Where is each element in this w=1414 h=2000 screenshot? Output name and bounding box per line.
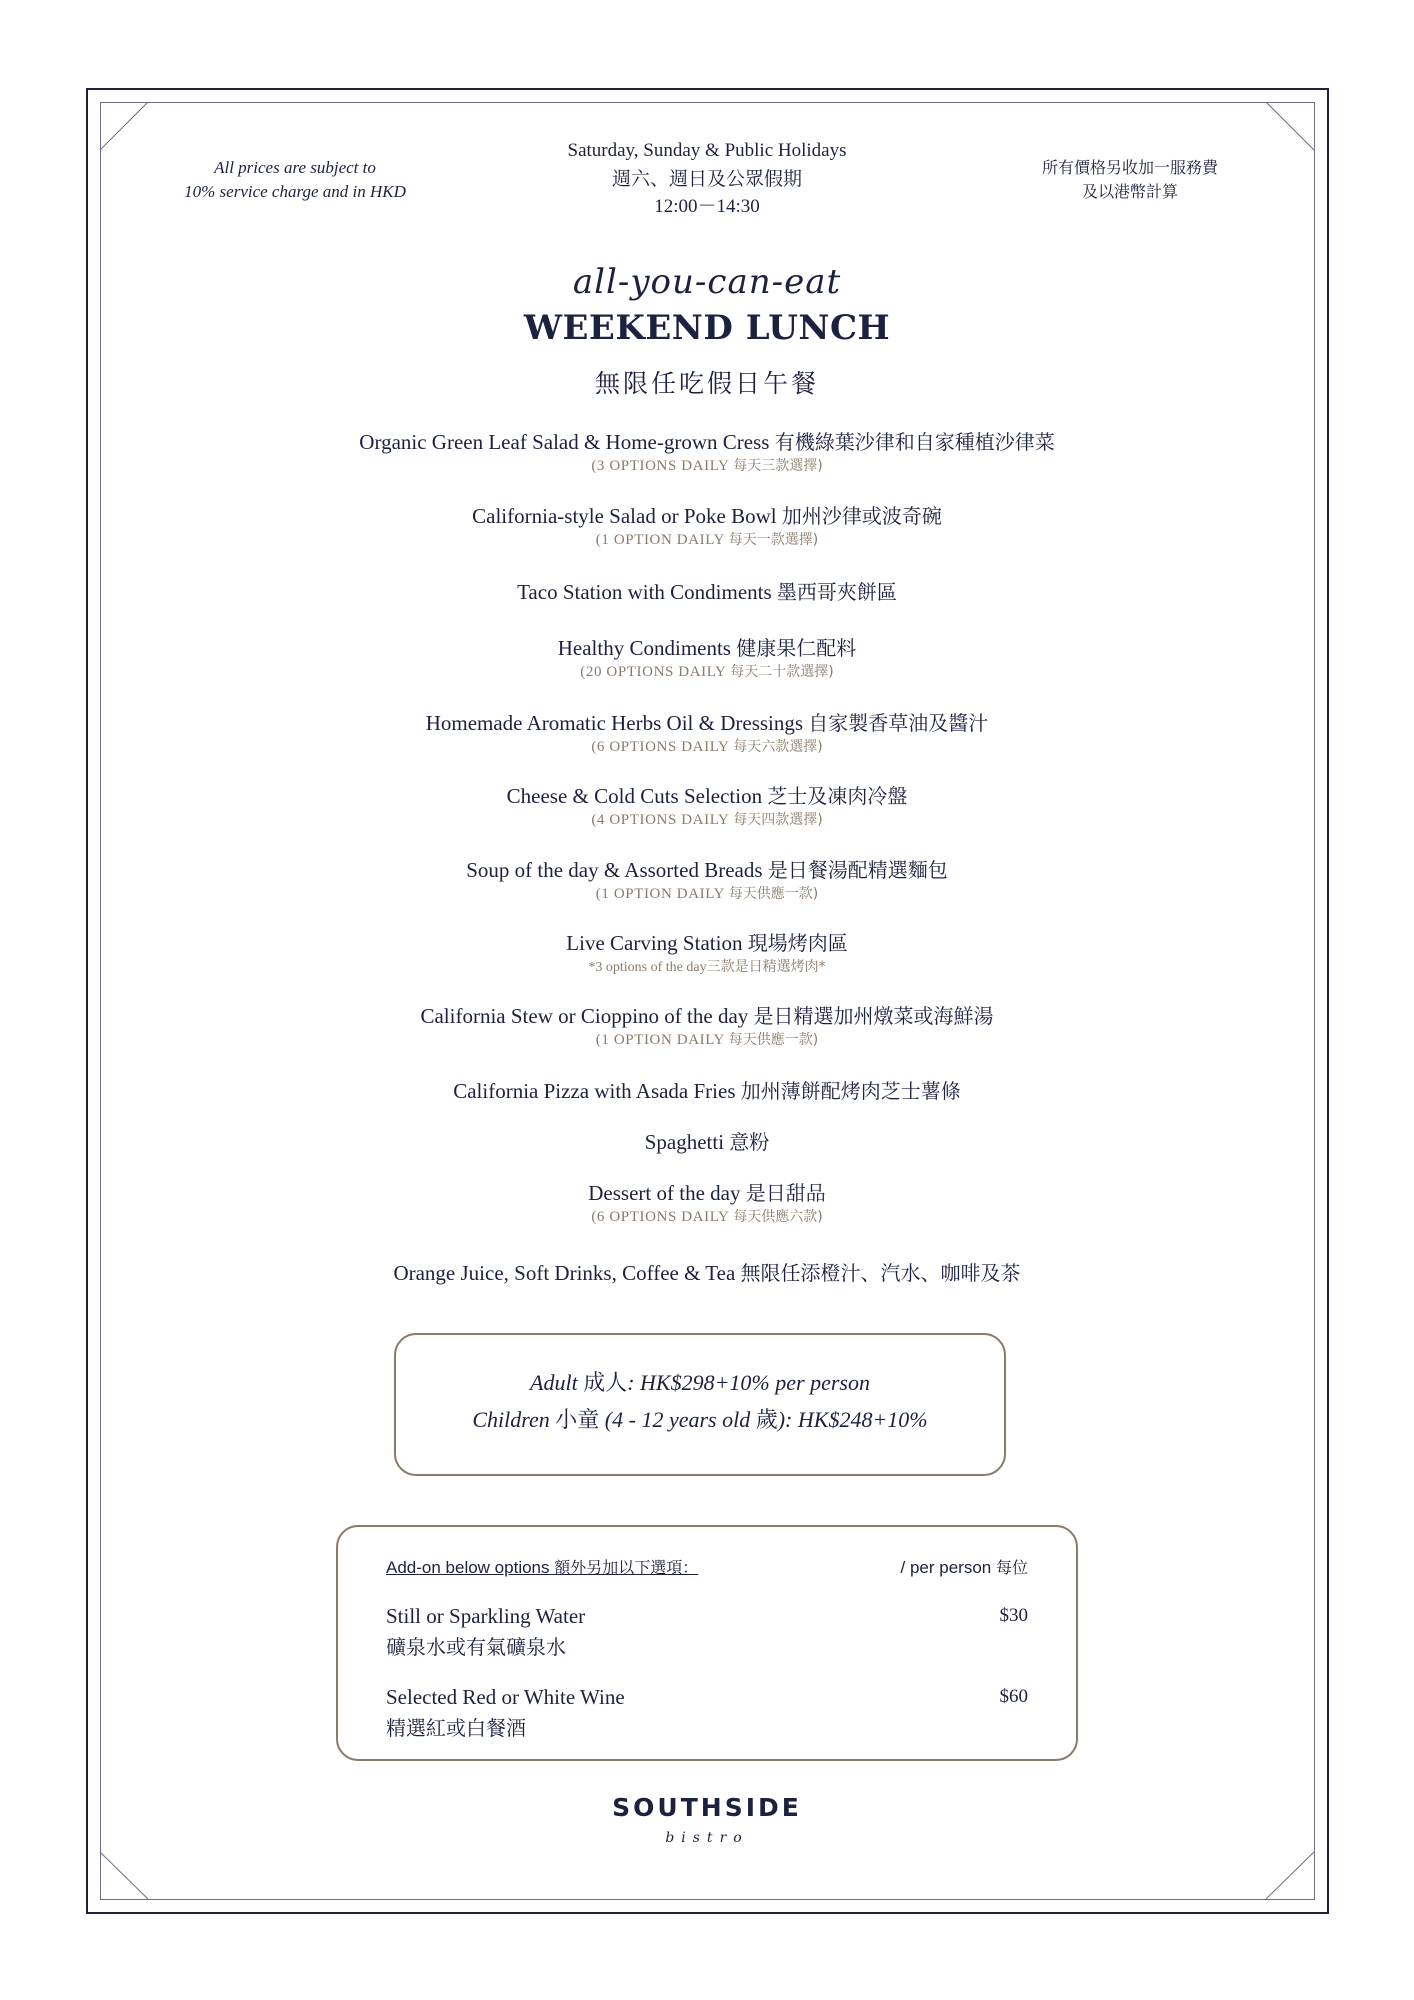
item-note-en: (6 OPTIONS DAILY — [591, 739, 729, 755]
children-label-en: Children — [472, 1407, 550, 1432]
title-script: all-you-can-eat — [572, 262, 842, 302]
item-note-zh: 每天四款選擇) — [733, 812, 823, 828]
addon-box — [336, 1525, 1078, 1761]
menu-item — [150, 634, 1264, 682]
children-price — [396, 1402, 1004, 1439]
children-age-range: (4 - 12 years old — [599, 1407, 756, 1432]
addon-item-price: $60 — [999, 1686, 1028, 1707]
adult-price — [396, 1365, 1004, 1402]
addon-item-zh: 精選紅或白餐酒 — [386, 1716, 526, 1740]
item-name-zh: 芝士及凍肉冷盤 — [767, 784, 908, 808]
adult-label-en: Adult — [530, 1370, 578, 1395]
item-note-en: (1 OPTION DAILY — [595, 532, 725, 548]
item-note-en: (3 OPTIONS DAILY — [591, 458, 729, 474]
addon-unit — [901, 1555, 1028, 1578]
item-name-zh: 是日餐湯配精選麵包 — [767, 858, 948, 882]
item-name-en: Cheese & Cold Cuts Selection — [506, 784, 763, 808]
addon-item-en: Still or Sparkling Water — [386, 1604, 586, 1628]
item-name-en: California Stew or Cioppino of the day — [420, 1004, 749, 1028]
menu-item — [150, 929, 1264, 978]
item-note-en: (20 OPTIONS DAILY — [580, 664, 726, 680]
item-name-zh: 是日精選加州燉菜或海鮮湯 — [753, 1004, 994, 1028]
item-note-zh: 每天一款選擇) — [728, 532, 819, 548]
item-note-zh: 每天二十款選擇) — [730, 664, 834, 680]
item-note-zh: 每天供應一款) — [728, 1032, 819, 1048]
children-label-zh: 小童 — [555, 1408, 600, 1433]
days-zh: 週六、週日及公眾假期 — [611, 168, 802, 190]
item-name-zh: 加州薄餅配烤肉芝士薯條 — [740, 1079, 961, 1103]
addon-heading-zh: 額外另加以下選項： — [554, 1558, 699, 1577]
item-name-en: Healthy Condiments — [557, 636, 731, 660]
item-note-zh: 每天三款選擇) — [733, 458, 823, 474]
menu-item — [150, 1002, 1264, 1050]
menu-item — [150, 502, 1264, 550]
item-name-zh: 自家製香草油及醬汁 — [808, 711, 989, 735]
hours: 12:00－14:30 — [654, 196, 760, 217]
adult-price-value: : HK$298+10% per person — [627, 1370, 870, 1395]
addon-heading — [386, 1555, 698, 1578]
menu-item — [150, 428, 1264, 476]
page-title: WEEKEND LUNCH — [523, 308, 891, 348]
addon-unit-en: / per person — [900, 1558, 992, 1577]
item-name-en: Orange Juice, Soft Drinks, Coffee & Tea — [393, 1261, 736, 1285]
item-name-en: Dessert of the day — [588, 1181, 741, 1205]
item-name-en: California-style Salad or Poke Bowl — [472, 504, 777, 528]
item-note-en: (1 OPTION DAILY — [595, 886, 725, 902]
item-name-en: Homemade Aromatic Herbs Oil & Dressings — [425, 711, 804, 735]
item-note-en: (6 OPTIONS DAILY — [591, 1209, 729, 1225]
item-name-zh: 無限任添橙汁、汽水、咖啡及茶 — [740, 1261, 1021, 1285]
item-name-en: Soup of the day & Assorted Breads — [466, 858, 763, 882]
item-note-zh: 每天供應六款) — [733, 1209, 823, 1225]
item-name-zh: 墨西哥夾餅區 — [776, 580, 897, 604]
item-name-en: California Pizza with Asada Fries — [453, 1079, 736, 1103]
item-note-en: (4 OPTIONS DAILY — [591, 812, 729, 828]
menu-item — [150, 578, 1264, 606]
menu-item — [150, 856, 1264, 904]
menu-item — [150, 1128, 1264, 1156]
item-name-en: Live Carving Station — [566, 931, 743, 955]
item-name-zh: 加州沙律或波奇碗 — [781, 504, 942, 528]
children-age-unit-zh: 歲 — [755, 1408, 778, 1433]
brand-logo-sub: bistro — [665, 1830, 749, 1846]
menu-item — [150, 782, 1264, 830]
item-note-en: (1 OPTION DAILY — [595, 1032, 725, 1048]
service-charge-note-en — [150, 156, 440, 204]
addon-item-price: $30 — [999, 1605, 1028, 1626]
item-note-zh: 每天供應一款) — [728, 886, 819, 902]
item-note-en: *3 options of the day — [588, 960, 707, 975]
price-box — [394, 1333, 1006, 1476]
brand-logo: SOUTHSIDE — [612, 1793, 802, 1822]
item-name-zh: 有機綠葉沙律和自家種植沙律菜 — [774, 430, 1055, 454]
service-note-zh-line1: 所有價格另收加一服務費 — [1041, 158, 1218, 177]
menu-item — [150, 1259, 1264, 1287]
children-price-value: ): HK$248+10% — [777, 1407, 928, 1432]
menu-item — [150, 1179, 1264, 1227]
adult-label-zh: 成人 — [583, 1371, 628, 1396]
item-name-zh: 意粉 — [729, 1130, 770, 1154]
service-note-line1: All prices are subject to — [214, 158, 376, 177]
item-name-zh: 健康果仁配料 — [736, 636, 857, 660]
menu-item — [150, 1077, 1264, 1105]
service-note-line2: 10% service charge and in HKD — [184, 182, 406, 201]
item-note-zh: 三款是日精選烤肉* — [706, 959, 826, 975]
service-charge-note-zh — [990, 156, 1270, 204]
item-name-en: Organic Green Leaf Salad & Home-grown Cress — [359, 430, 770, 454]
addon-item-zh: 礦泉水或有氣礦泉水 — [386, 1635, 566, 1659]
item-name-zh: 現場烤肉區 — [747, 931, 848, 955]
addon-item — [386, 1682, 1028, 1744]
addon-unit-zh: 每位 — [995, 1558, 1028, 1577]
page-title-zh: 無限任吃假日午餐 — [594, 369, 819, 398]
addon-item-en: Selected Red or White Wine — [386, 1685, 625, 1709]
menu-item — [150, 709, 1264, 757]
item-name-zh: 是日甜品 — [745, 1181, 826, 1205]
item-note-zh: 每天六款選擇) — [733, 739, 823, 755]
item-name-en: Spaghetti — [644, 1130, 725, 1154]
opening-hours — [480, 137, 934, 221]
addon-heading-en: Add-on below options — [386, 1558, 550, 1577]
service-note-zh-line2: 及以港幣計算 — [1081, 182, 1178, 201]
addon-item — [386, 1601, 1028, 1663]
days-en: Saturday, Sunday & Public Holidays — [567, 140, 847, 161]
item-name-en: Taco Station with Condiments — [517, 580, 772, 604]
